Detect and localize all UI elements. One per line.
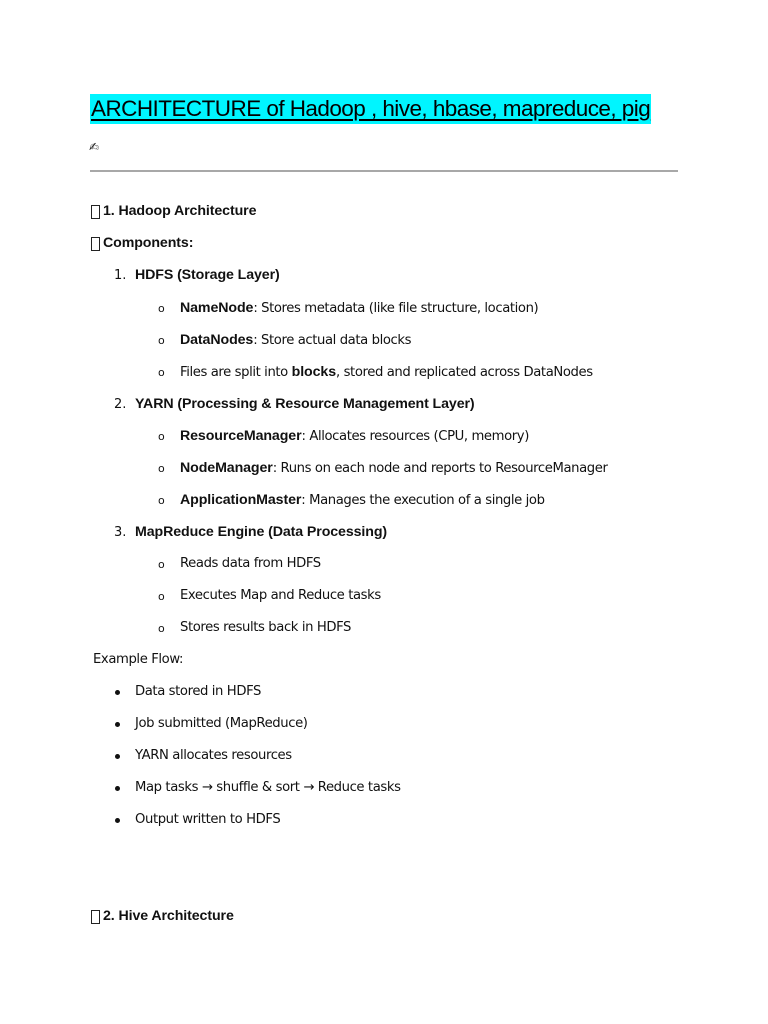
sub-bullet-marker: o: [158, 622, 165, 635]
list-item: Output written to HDFS: [135, 812, 281, 827]
list-item: [180, 331, 411, 350]
list-item-title: HDFS (Storage Layer): [135, 267, 280, 283]
description: : Store actual data blocks: [253, 333, 412, 348]
term: NodeManager: [180, 460, 273, 476]
term: DataNodes: [180, 332, 254, 348]
section-heading: 1. Hadoop Architecture: [103, 203, 257, 219]
description: : Stores metadata (like file structure, location): [253, 301, 539, 316]
list-item: YARN allocates resources: [135, 748, 292, 763]
list-item: Job submitted (MapReduce): [135, 716, 308, 731]
list-item: Data stored in HDFS: [135, 684, 262, 699]
list-number: 3.: [114, 525, 127, 540]
list-item: Map tasks → shuffle & sort → Reduce tasks: [135, 780, 401, 795]
sub-bullet-marker: o: [158, 494, 165, 507]
list-item: Reads data from HDFS: [180, 556, 321, 571]
missing-glyph-icon: [91, 205, 100, 219]
list-item: [180, 491, 545, 510]
bullet-dot: [115, 786, 120, 791]
sub-bullet-marker: o: [158, 366, 165, 379]
description: : Runs on each node and reports to ResourceManager: [272, 461, 608, 476]
term: blocks: [291, 364, 336, 380]
list-item-title: MapReduce Engine (Data Processing): [135, 524, 388, 540]
missing-glyph-icon: [91, 910, 100, 924]
list-number: 1.: [114, 268, 127, 283]
term: ApplicationMaster: [180, 492, 302, 508]
list-item-title: YARN (Processing & Resource Management Layer): [135, 396, 475, 412]
description-prefix: Files are split into: [180, 365, 292, 380]
term: ResourceManager: [180, 428, 302, 444]
description: : Manages the execution of a single job: [301, 493, 545, 508]
sub-bullet-marker: o: [158, 334, 165, 347]
writing-hand-icon: ✍: [89, 140, 100, 154]
list-item: [180, 299, 538, 318]
list-item: Executes Map and Reduce tasks: [180, 588, 381, 603]
list-item: [180, 459, 607, 478]
term: NameNode: [180, 300, 254, 316]
missing-glyph-icon: [91, 237, 100, 251]
list-item: Stores results back in HDFS: [180, 620, 352, 635]
section-heading: 2. Hive Architecture: [103, 908, 234, 924]
bullet-dot: [115, 722, 120, 727]
list-item: [180, 427, 529, 446]
document-title: ARCHITECTURE of Hadoop , hive, hbase, mapreduce, pig: [90, 94, 651, 124]
components-heading: Components:: [103, 235, 194, 251]
bullet-dot: [115, 754, 120, 759]
sub-bullet-marker: o: [158, 462, 165, 475]
list-item: [180, 363, 593, 382]
bullet-dot: [115, 818, 120, 823]
description: : Allocates resources (CPU, memory): [301, 429, 529, 444]
sub-bullet-marker: o: [158, 558, 165, 571]
sub-bullet-marker: o: [158, 590, 165, 603]
bullet-dot: [115, 690, 120, 695]
list-number: 2.: [114, 397, 127, 412]
horizontal-rule: [90, 170, 678, 172]
example-flow-label: Example Flow:: [93, 652, 184, 667]
sub-bullet-marker: o: [158, 302, 165, 315]
description: , stored and replicated across DataNodes: [336, 365, 593, 380]
sub-bullet-marker: o: [158, 430, 165, 443]
